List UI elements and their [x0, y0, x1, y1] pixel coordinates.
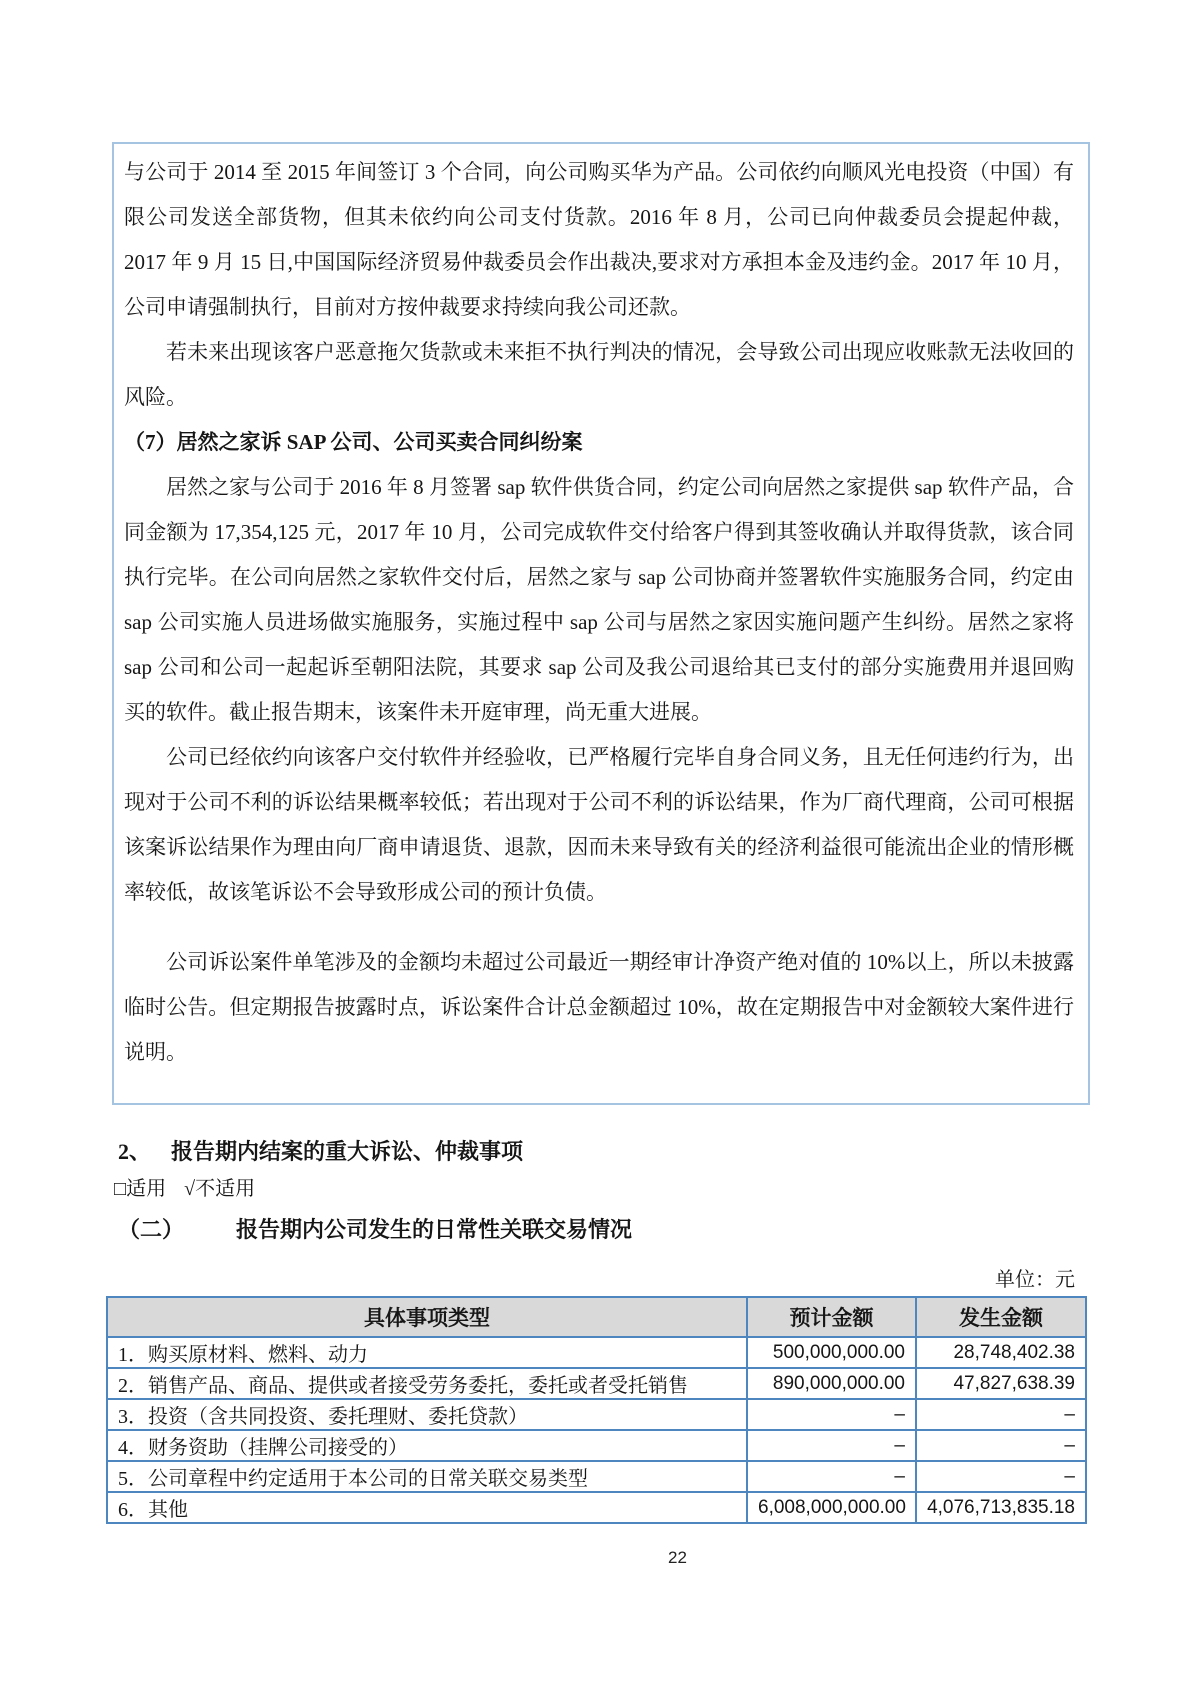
- row-actual: –: [916, 1461, 1086, 1492]
- row-actual: 4,076,713,835.18: [916, 1492, 1086, 1523]
- row-expected: –: [747, 1430, 916, 1461]
- table-row: [107, 1430, 1086, 1461]
- applicable-option: □适用: [114, 1178, 167, 1200]
- table-row: [107, 1461, 1086, 1492]
- table-row: [107, 1337, 1086, 1368]
- row-expected: 890,000,000.00: [747, 1368, 916, 1399]
- unit-label: 单位：元: [995, 1269, 1075, 1291]
- case7-heading: （7）居然之家诉 SAP 公司、公司买卖合同纠纷案: [124, 430, 583, 454]
- paragraph-disclosure-note: 公司诉讼案件单笔涉及的金额均未超过公司最近一期经审计净资产绝对值的 10%以上，所以未披露临时公告。但定期报告披露时点，诉讼案件合计总金额超过 10%，故在定期报告中对金额较大案件进行说明。: [124, 950, 1074, 1064]
- row-actual: –: [916, 1430, 1086, 1461]
- section-er-heading: [118, 1213, 632, 1244]
- applicability-line: [114, 1172, 255, 1201]
- row-type: 6．其他: [107, 1492, 747, 1523]
- row-type: 5．公司章程中约定适用于本公司的日常关联交易类型: [107, 1461, 747, 1492]
- paragraph-risk-statement: 若未来出现该客户恶意拖欠货款或未来拒不执行判决的情况，会导致公司出现应收账款无法收回的风险。: [124, 340, 1074, 409]
- row-expected: –: [747, 1461, 916, 1492]
- table-row: [107, 1368, 1086, 1399]
- paragraph-arbitration-continuation: 与公司于 2014 至 2015 年间签订 3 个合同，向公司购买华为产品。公司依约向顺风光电投资（中国）有限公司发送全部货物，但其未依约向公司支付货款。2016 年 8 月，公司已向仲裁委员会提起仲裁，2017 年 9 月 15 日,中国国际经济贸易仲裁委员会作出裁决,要求对方承担本金及违约金。2017 年 10 月，公司申请强制执行，目前对方按仲裁要求持续向我公司还款。: [124, 160, 1074, 319]
- table-row: [107, 1492, 1086, 1523]
- section2-number: 2、: [118, 1139, 152, 1164]
- table-row: [107, 1399, 1086, 1430]
- section2-heading: [118, 1135, 523, 1166]
- row-type: 1．购买原材料、燃料、动力: [107, 1337, 747, 1368]
- header-item-type: 具体事项类型: [107, 1297, 747, 1337]
- row-type: 4．财务资助（挂牌公司接受的）: [107, 1430, 747, 1461]
- not-applicable-option: √不适用: [184, 1178, 256, 1200]
- litigation-text-box: [112, 142, 1090, 1105]
- header-expected-amount: 预计金额: [747, 1297, 916, 1337]
- row-expected: 6,008,000,000.00: [747, 1492, 916, 1523]
- table-header-row: [107, 1297, 1086, 1337]
- related-party-transactions-table: [106, 1296, 1087, 1524]
- paragraph-liability-assessment: 公司已经依约向该客户交付软件并经验收，已严格履行完毕自身合同义务，且无任何违约行为，出现对于公司不利的诉讼结果概率较低；若出现对于公司不利的诉讼结果，作为厂商代理商，公司可根据该案诉讼结果作为理由向厂商申请退货、退款，因而未来导致有关的经济利益很可能流出企业的情形概率较低，故该笔诉讼不会导致形成公司的预计负债。: [124, 745, 1074, 904]
- page-number: 22: [668, 1548, 687, 1567]
- row-expected: 500,000,000.00: [747, 1337, 916, 1368]
- section-er-number: （二）: [118, 1217, 185, 1242]
- header-actual-amount: 发生金额: [916, 1297, 1086, 1337]
- paragraph-case-description: 居然之家与公司于 2016 年 8 月签署 sap 软件供货合同，约定公司向居然之家提供 sap 软件产品，合同金额为 17,354,125 元，2017 年 10 月，公司完成软件交付给客户得到其签收确认并取得货款，该合同执行完毕。在公司向居然之家软件交付后，居然之家与 sap 公司协商并签署软件实施服务合同，约定由 sap 公司实施人员进场做实施服务，实施过程中 sap 公司与居然之家因实施问题产生纠纷。居然之家将 sap 公司和公司一起起诉至朝阳法院，其要求 sap 公司及我公司退给其已支付的部分实施费用并退回购买的软件。截止报告期末，该案件未开庭审理，尚无重大进展。: [124, 475, 1074, 724]
- row-actual: –: [916, 1399, 1086, 1430]
- row-actual: 28,748,402.38: [916, 1337, 1086, 1368]
- row-type: 2．销售产品、商品、提供或者接受劳务委托，委托或者受托销售: [107, 1368, 747, 1399]
- section2-title: 报告期内结案的重大诉讼、仲裁事项: [171, 1139, 524, 1164]
- row-actual: 47,827,638.39: [916, 1368, 1086, 1399]
- row-expected: –: [747, 1399, 916, 1430]
- row-type: 3．投资（含共同投资、委托理财、委托贷款）: [107, 1399, 747, 1430]
- section-er-title: 报告期内公司发生的日常性关联交易情况: [236, 1217, 633, 1242]
